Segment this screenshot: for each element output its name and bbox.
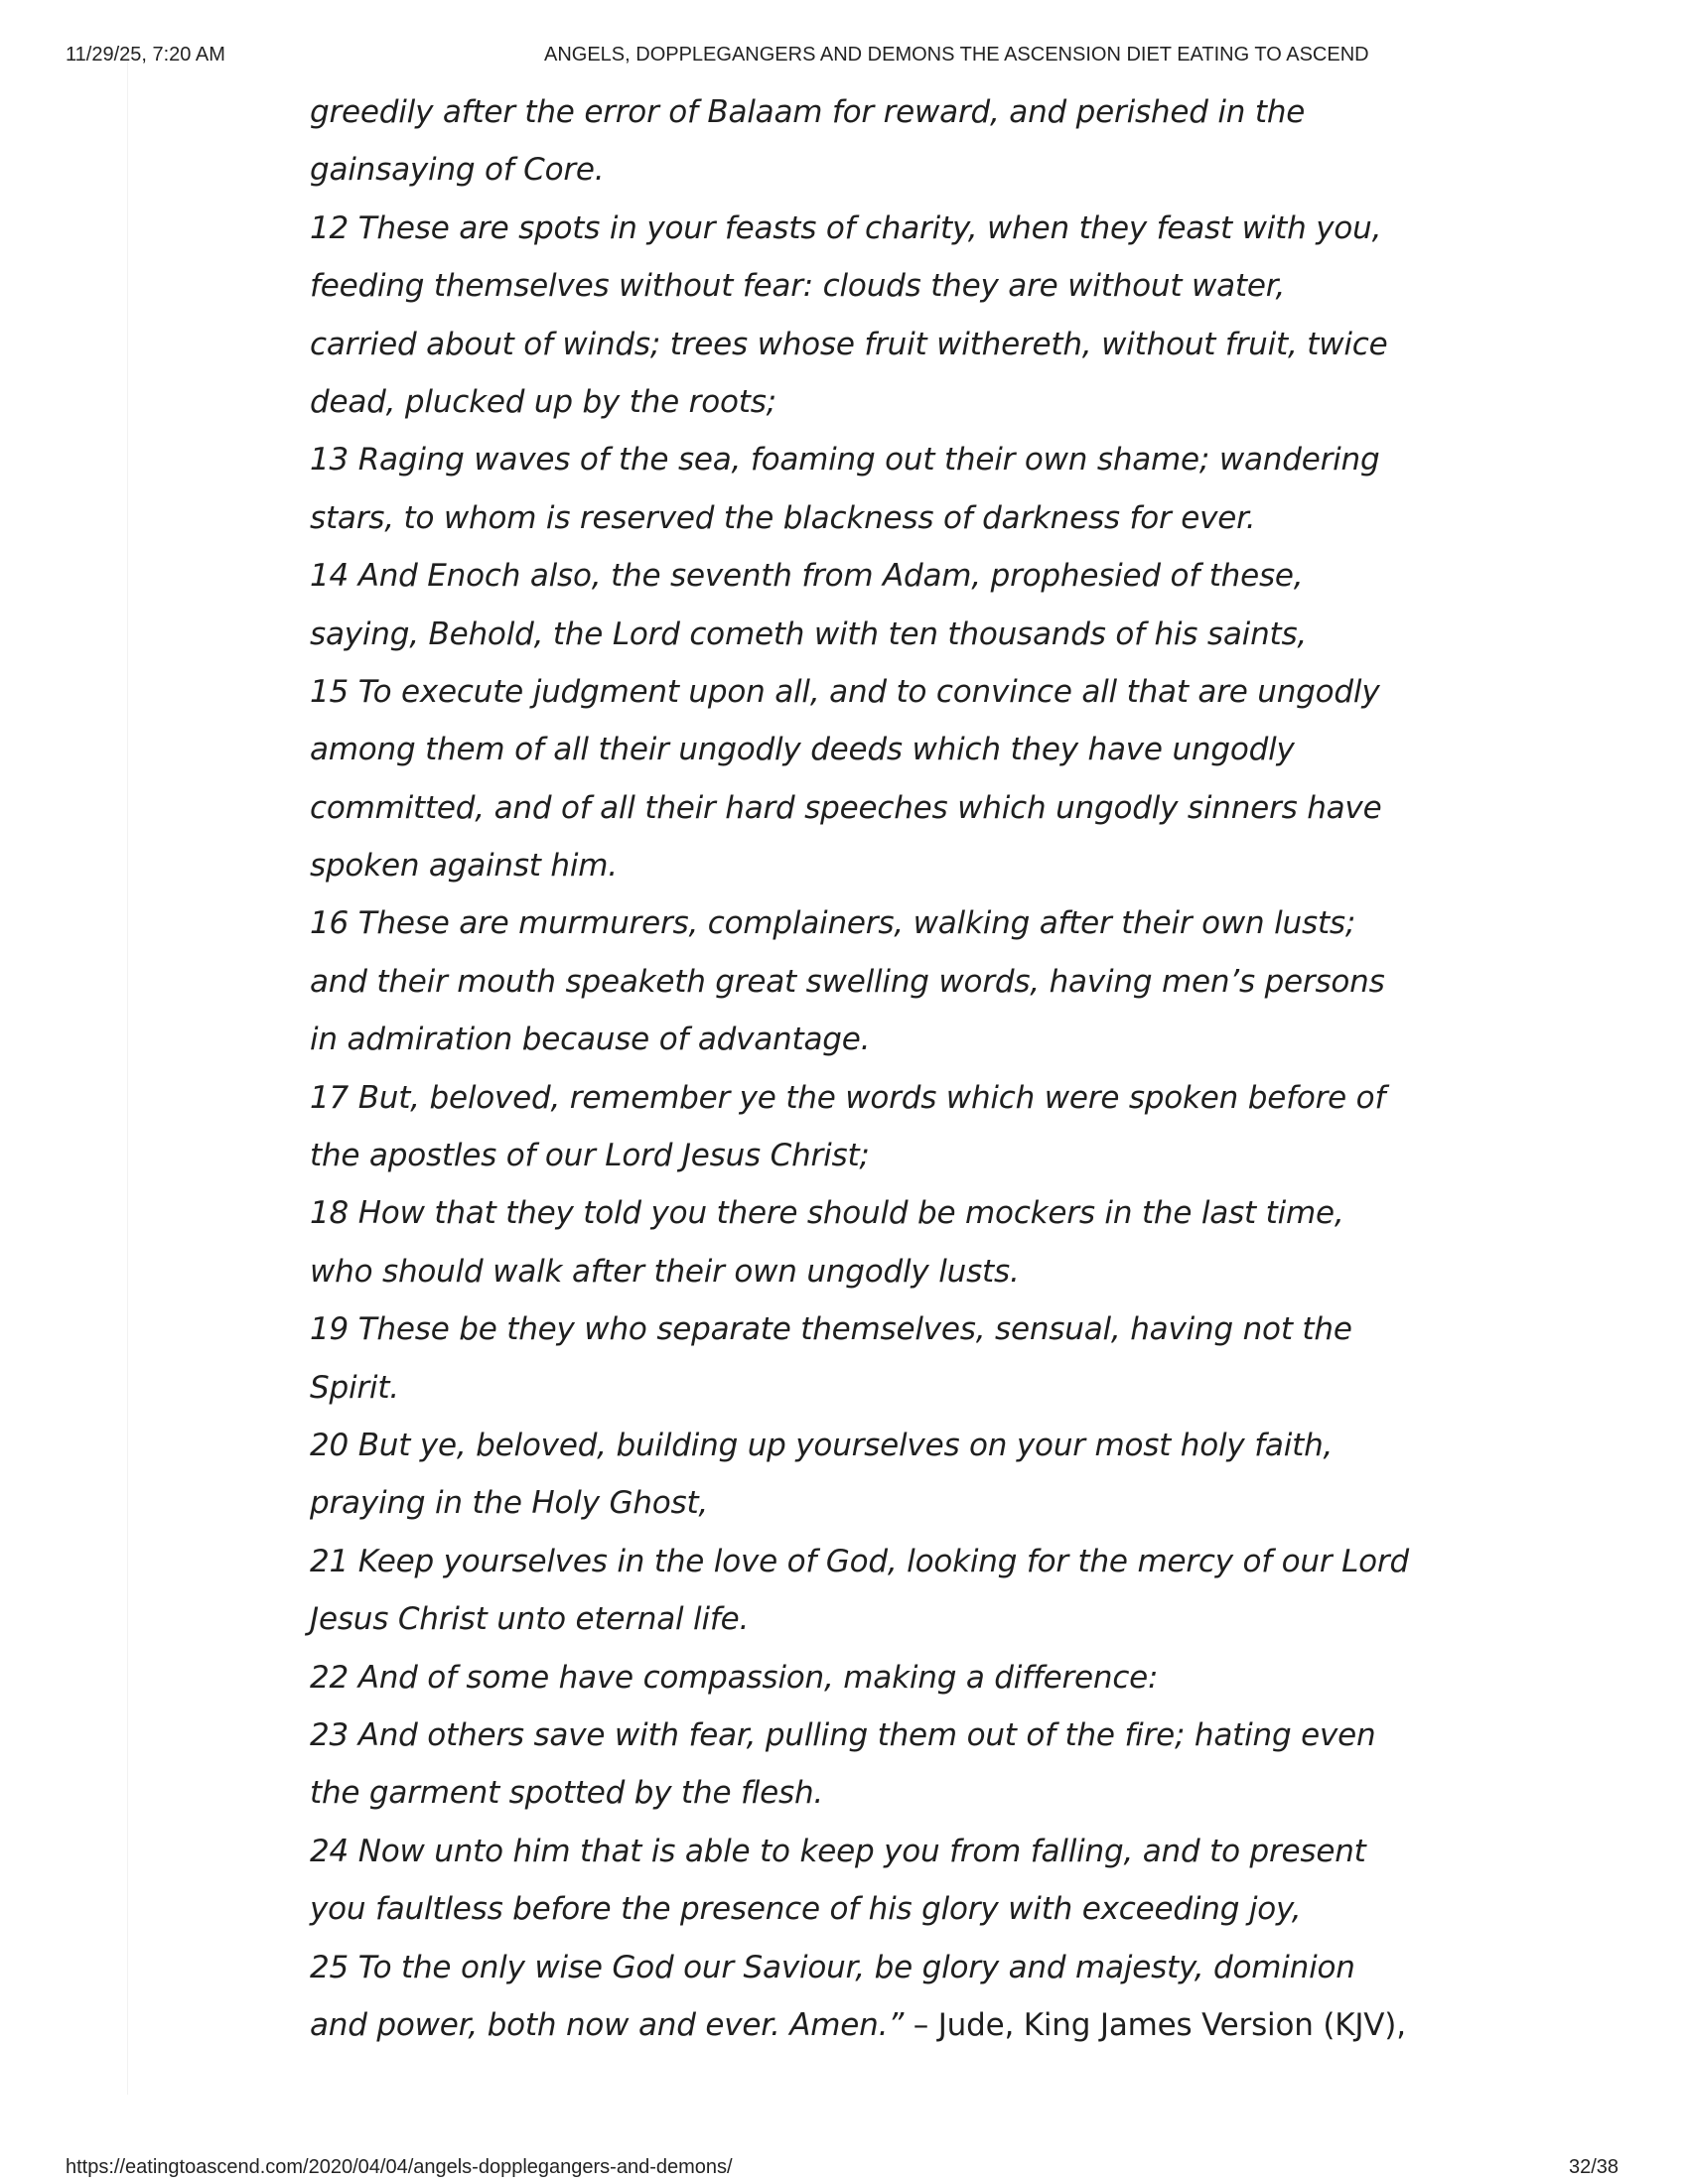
text-line: 12 These are spots in your feasts of charity, when they feast with you, <box>310 209 1382 246</box>
print-datetime: 11/29/25, 7:20 AM <box>66 44 225 66</box>
text-line: 18 How that they told you there should be mockers in the last time, <box>310 1195 1344 1232</box>
scripture-text <box>310 83 1422 2054</box>
text-line: Jesus Christ unto eternal life. <box>310 1601 750 1638</box>
text-line: 20 But ye, beloved, building up yourselves on your most holy faith, <box>310 1427 1334 1463</box>
text-line: gainsaying of Core. <box>310 152 605 189</box>
text-line: Spirit. <box>310 1369 399 1406</box>
text-line: 24 Now unto him that is able to keep you from falling, and to present <box>310 1833 1366 1869</box>
text-line: greedily after the error of Balaam for reward, and perished in the <box>310 94 1306 130</box>
text-line: saying, Behold, the Lord cometh with ten thousands of his saints, <box>310 615 1308 652</box>
closing-verse-text: and power, both now and ever. Amen.” <box>310 2006 905 2043</box>
page-number: 32/38 <box>1569 2156 1619 2178</box>
print-header <box>0 44 1688 71</box>
text-line: 14 And Enoch also, the seventh from Adam, prophesied of these, <box>310 558 1304 595</box>
text-line: the apostles of our Lord Jesus Christ; <box>310 1138 870 1174</box>
text-line: 25 To the only wise God our Saviour, be glory and majesty, dominion <box>310 1949 1355 1985</box>
text-line: 13 Raging waves of the sea, foaming out their own shame; wandering <box>310 442 1380 478</box>
page-margin-rule <box>127 50 128 2095</box>
text-line: 21 Keep yourselves in the love of God, looking for the mercy of our Lord <box>310 1543 1409 1579</box>
text-line: feeding themselves without fear: clouds they are without water, <box>310 268 1286 305</box>
text-line: in admiration because of advantage. <box>310 1022 871 1058</box>
text-line-last <box>310 1996 1422 2054</box>
text-line: who should walk after their own ungodly lusts. <box>310 1253 1020 1290</box>
text-line: 19 These be they who separate themselves, sensual, having not the <box>310 1311 1352 1348</box>
text-line: among them of all their ungodly deeds which they have ungodly <box>310 732 1295 768</box>
text-line: praying in the Holy Ghost, <box>310 1485 709 1522</box>
text-line: 22 And of some have compassion, making a difference: <box>310 1659 1159 1696</box>
print-footer <box>0 2156 1688 2184</box>
text-line: 15 To execute judgment upon all, and to convince all that are ungodly <box>310 673 1380 710</box>
text-line: and their mouth speaketh great swelling words, having men’s persons <box>310 963 1385 1000</box>
page-url: https://eatingtoascend.com/2020/04/04/angels-dopplegangers-and-demons/ <box>66 2156 733 2178</box>
text-line: dead, plucked up by the roots; <box>310 383 776 420</box>
text-line: the garment spotted by the flesh. <box>310 1775 824 1812</box>
text-line: carried about of winds; trees whose fruit withereth, without fruit, twice <box>310 326 1388 362</box>
text-line: 23 And others save with fear, pulling them out of the fire; hating even <box>310 1716 1376 1753</box>
citation-link[interactable]: – Jude, King James Version (KJV), <box>904 2006 1406 2043</box>
page-title: ANGELS, DOPPLEGANGERS AND DEMONS THE ASCENSION DIET EATING TO ASCEND <box>544 44 1369 66</box>
text-line: you faultless before the presence of his glory with exceeding joy, <box>310 1891 1302 1928</box>
text-line: spoken against him. <box>310 848 618 885</box>
text-line: 16 These are murmurers, complainers, walking after their own lusts; <box>310 905 1356 942</box>
text-line: 17 But, beloved, remember ye the words which were spoken before of <box>310 1079 1386 1116</box>
text-line: committed, and of all their hard speeches which ungodly sinners have <box>310 789 1382 826</box>
text-line: stars, to whom is reserved the blackness of darkness for ever. <box>310 499 1256 536</box>
